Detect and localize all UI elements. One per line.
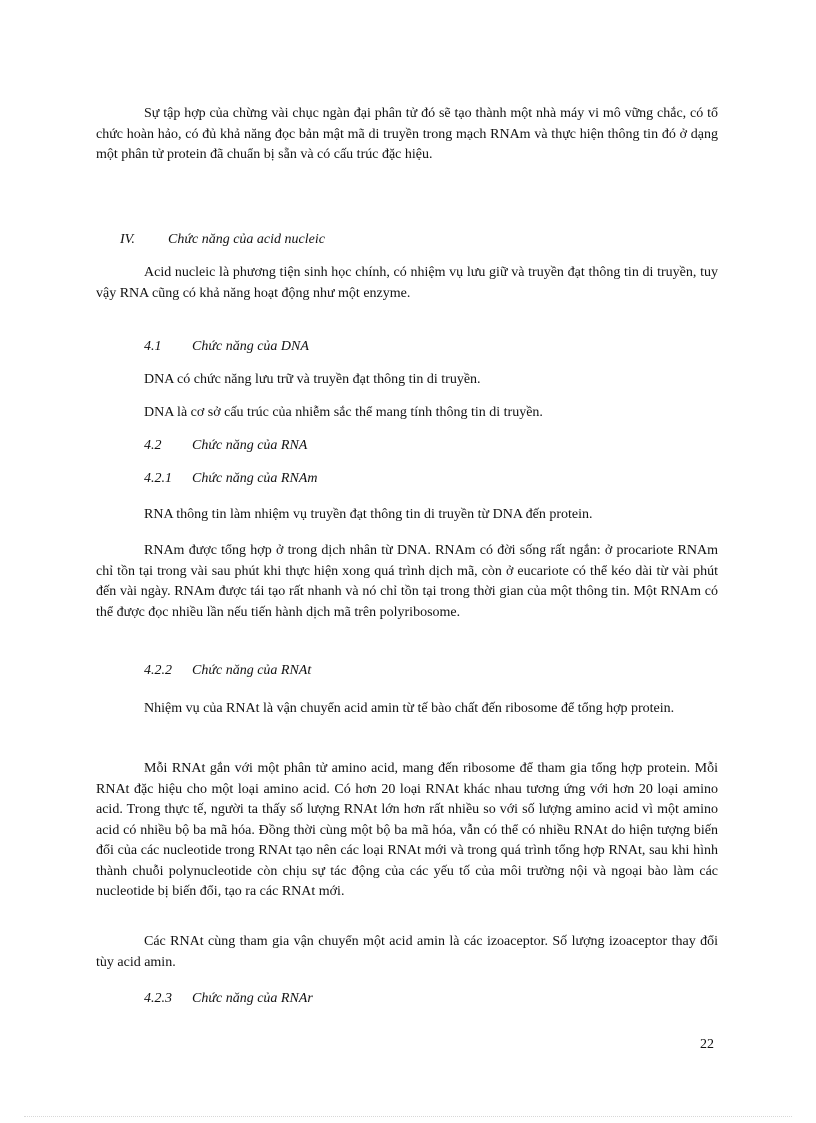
heading-number: 4.1	[144, 339, 162, 354]
heading-number: 4.2.2	[144, 663, 172, 678]
paragraph-rnat-details: Mỗi RNAt gắn với một phân tử amino acid, mang đến ribosome để tham gia tổng hợp protein. Mỗi RNAt đặc hiệu cho một loại amino acid. Có hơn 20 loại RNAt khác nhau tương ứng với hơn 20 loại amino acid. Trong thực tế, người ta thấy số lượng RNAt lớn hơn rất nhiều so với số lượng amino acid vì một amino acid có nhiều bộ ba mã hóa. Đồng thời cùng một bộ ba mã hóa, vẫn có thể có nhiều RNAt do hiện tượng biến đổi của các nucleotide trong RNAt tạo nên các loại RNAt mới và trong quá trình tổng hợp RNAt, sau khi hình thành chuỗi polynucleotide còn chịu sự tác động của các yếu tố của môi trường nội và ngoại bào làm các nucleotide bị biến đổi, tạo ra các RNAt mới.	[96, 761, 718, 899]
heading-number: 4.2.3	[144, 991, 172, 1006]
heading-title: Chức năng của RNA	[192, 438, 308, 453]
paragraph-rnam-lifetime: RNAm được tổng hợp ở trong dịch nhân từ DNA. RNAm có đời sống rất ngắn: ở procariote RNAm chỉ tồn tại trong vài sau phút khi thực hiện xong quá trình dịch mã, còn ở eucariote có thể kéo dài từ vài phút đến vài ngày. RNAm được tái tạo rất nhanh và nó chỉ tồn tại trong thời gian của một thông tin. Một RNAm có thể được đọc nhiều lần nếu tiến hành dịch mã trên polyribosome.	[96, 543, 718, 620]
heading-number: 4.2.1	[144, 471, 172, 486]
heading-title: Chức năng của DNA	[192, 339, 309, 354]
paragraph-rna-messenger: RNA thông tin làm nhiệm vụ truyền đạt thông tin di truyền từ DNA đến protein.	[144, 507, 593, 522]
paragraph-dna-chromosome: DNA là cơ sở cấu trúc của nhiễm sắc thể mang tính thông tin di truyền.	[144, 405, 543, 420]
heading-title: Chức năng của RNAm	[192, 471, 318, 486]
footer-divider	[24, 1116, 792, 1117]
heading-number: IV.	[120, 232, 135, 247]
heading-number: 4.2	[144, 438, 162, 453]
heading-title: Chức năng của RNAt	[192, 663, 312, 678]
heading-4-2-2	[144, 661, 311, 681]
paragraph-nucleic-acid-role: Acid nucleic là phương tiện sinh học chính, có nhiệm vụ lưu giữ và truyền đạt thông tin di truyền, tuy vậy RNA cũng có khả năng hoạt động như một enzyme.	[96, 265, 718, 301]
paragraph-ribosome-assembly: Sự tập hợp của chừng vài chục ngàn đại phân tử đó sẽ tạo thành một nhà máy vi mô vững chắc, có tổ chức hoàn hảo, có đủ khả năng đọc bản mật mã di truyền trong mạch RNAm và thực hiện thông tin đó ở dạng một phân tử protein đã chuẩn bị sẵn và có cấu trúc đặc hiệu.	[96, 106, 718, 162]
paragraph-rnat-function: Nhiệm vụ của RNAt là vận chuyển acid amin từ tế bào chất đến ribosome để tổng hợp protein.	[144, 701, 675, 716]
heading-title: Chức năng của acid nucleic	[168, 232, 325, 247]
heading-iv	[120, 230, 325, 250]
page-number: 22	[700, 1037, 714, 1052]
heading-4-2	[144, 436, 307, 456]
paragraph-dna-storage: DNA có chức năng lưu trữ và truyền đạt thông tin di truyền.	[144, 372, 481, 387]
heading-4-2-1	[144, 469, 317, 489]
heading-4-2-3	[144, 989, 313, 1009]
paragraph-izoaceptor: Các RNAt cùng tham gia vận chuyển một acid amin là các izoaceptor. Số lượng izoaceptor thay đổi tùy acid amin.	[96, 934, 718, 970]
heading-title: Chức năng của RNAr	[192, 991, 313, 1006]
heading-4-1	[144, 337, 309, 357]
